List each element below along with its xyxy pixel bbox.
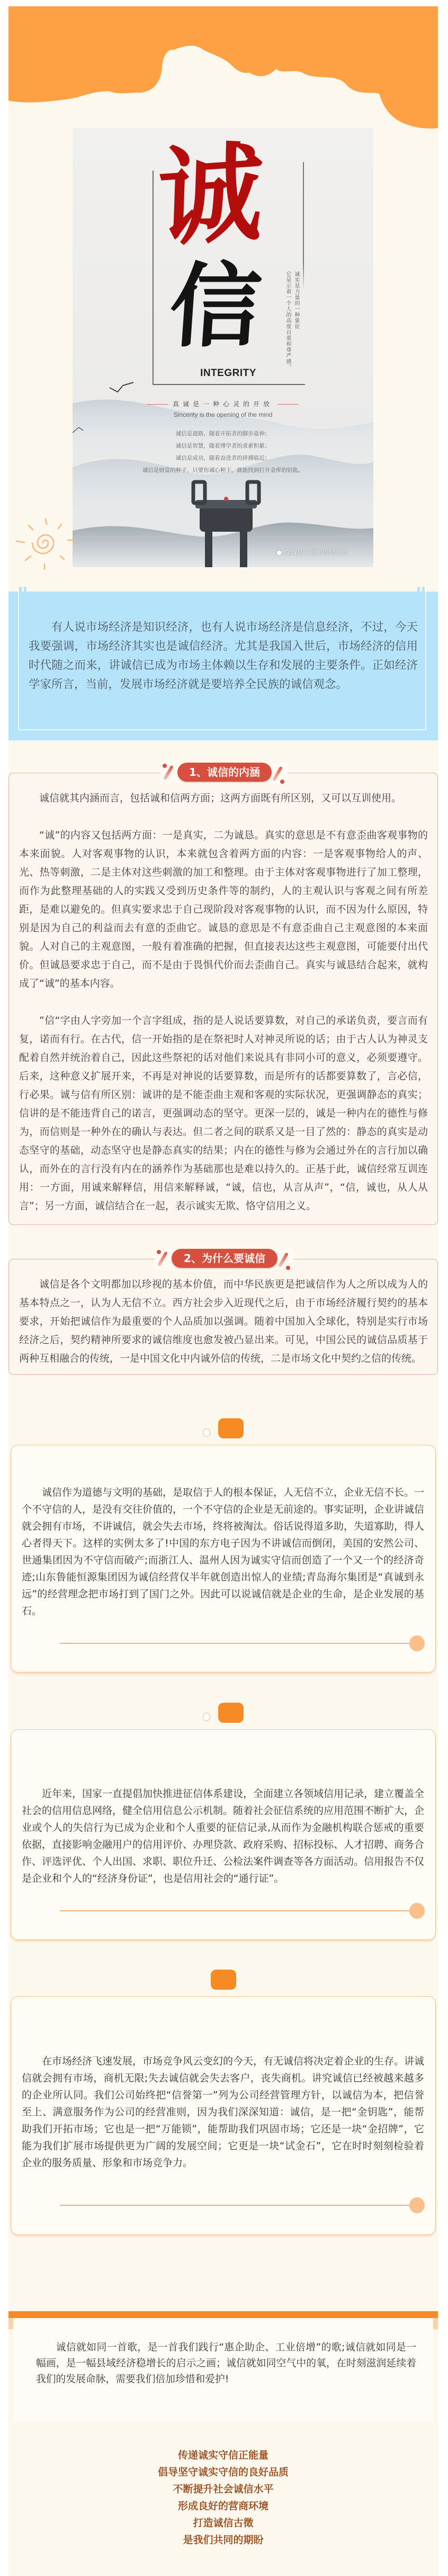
paragraph: “诚”的内容又包括两方面：一是真实，二为诚恳。真实的意思是不有意歪曲客观事物的本来面貌。人对客观事物的认识，本来就包含着两方面的内容：一是客观事物给人的声、光、热等刺激，二是主体对这些刺激的加工和整理。由于主体对客观事物进行了加工整理，而作为此整理基础的人的实践又受到历史条件等的制约，人的主观认识与客观之间有所差距，是难以避免的。但真实要求忠于自己现阶段对客观事物的认识，而不因为什么原因，特别是因为自己的利益而去有意的歪曲它。诚恳的意思是不有意歪曲自己主观意图的本来面貌。人对自己的主观意图，一般有着准确的把握，但直接表达这些主观意图，可能要付出代价。但诚恳要求忠于自己，而不是由于畏惧代价而去歪曲自己。真实与诚恳结合起来，就构成了“诚”的基本内容。 — [19, 829, 428, 989]
divider-line — [60, 2205, 422, 2206]
orange-rounded-square-icon — [211, 1970, 236, 1990]
intro-text: 有人说市场经济是知识经济，也有人说市场经济是信息经济，不过，今天我要强调，市场经济其实也是诚信经济。尤其是我国入世后，市场经济的信用时代随之而来，讲诚信已成为市场主体赖以生存和发展的主要条件。正如经济学家所言，当前，发展市场经济就是要培养全民族的诚信观念。 — [29, 621, 418, 691]
poster-subtitle-text: 真诚是一种心灵的开放 — [172, 400, 273, 408]
poster-line: 诚信是智慧，随着博学者的求索积累； — [175, 443, 271, 449]
divider-dot — [409, 1635, 425, 1651]
closing-orange-bar — [8, 2311, 438, 2318]
divider-line — [60, 1643, 422, 1644]
slogan: 倡导坚守诚实守信的良好品质 — [157, 2466, 289, 2478]
wechat-icon: ● — [276, 549, 282, 556]
decor-dot — [163, 764, 167, 768]
intro-quote-box — [8, 592, 438, 740]
paragraph: ”信“字由人字旁加一个言字组成，指的是人说话要算数，对自己的承诺负责，要言而有复，诺而有行。在古代，信一开始指的是在祭祀时人对神灵所说的话；由于古人认为神灵支配着自然并统治着自己，因此这些祭祀的话对他们来说具有非同小可的意义，必须要遵守。后来，这种意义扩展开来，不再是对神说的话要算数，而是所有的话都要算数了，言必信，行必果。诚与信有所区别：诚讲的是不能歪曲主观和客观的实际状况，更强调静态的真实；信讲的是不能违背自己的诺言，更强调动态的坚守。更深一层的，诚是一种内在的德性与修为，而信则是一种外在的确认与表达。但二者之间的联系又是一目了然的：静态的真实是动态坚守的基础，动态坚守也是静态真实的结果；内在的德性与修为会通过外在的言行加以确认，而外在的言行没有内在的涵养作为基础那也是难以持久的。正基于此，诚信经常互训连用：一方面，用诚来解释信，用信来解释诚，“诚，信也，从言从声”，“信，诚也，从人从言”；另一方面，诚信结合在一起，表示诚实无欺、恪守信用之义。 — [19, 1015, 428, 1212]
paragraph: 诚信就其内涵而言，包括诚和信两方面；这两方面既有所区别，又可以互训使用。 — [39, 792, 402, 804]
paragraph: 诚信是各个文明都加以珍视的基本价值，而中华民族更是把诚信作为人之所以成为人的基本特点之一，认为人无信不立。西方社会步入近现代之后，由于市场经济履行契约的基本要求，开始把诚信作为最重要的个人品质加以强调。随着中国加入全球化，特别是实行市场经济之后，契约精神所要求的诚信维度也愈发被凸显出来。可见，中国公民的诚信品质基于两种互相融合的传统，一是中国文化中内诚外信的传统，二是市场文化中契约之信的传统。 — [19, 1278, 428, 1364]
section-1-header — [160, 763, 288, 784]
poster-english-title: INTEGRITY — [200, 368, 256, 379]
poster-title-xin: 信 — [166, 252, 265, 360]
slogan: 打造诚信古徵 — [193, 2517, 254, 2529]
sun-spiral-icon — [14, 514, 77, 572]
poster-line: 诚信是财富的种子，只要你诚心种下，就能找到打开金库的钥匙。 — [142, 467, 304, 473]
section-1-title: 1、诚信的内涵 — [177, 763, 272, 782]
decor-dot — [157, 1250, 161, 1254]
section-2-text — [19, 1275, 428, 1368]
divider-dot — [409, 2197, 425, 2213]
slogan: 形成良好的营商环境 — [177, 2500, 268, 2512]
slogan: 是我们共同的期盼 — [183, 2534, 264, 2546]
poster-vertical-line-2: 它显示着一个人的高度自重和尊严感。 — [285, 271, 291, 370]
poster-subtitle-en: Sincerity is the opening of the mind — [173, 411, 273, 418]
decor-dot — [280, 780, 284, 784]
divider-line — [60, 1910, 422, 1911]
orange-cloud-banner — [8, 6, 438, 131]
card-1-text: 诚信作为道德与文明的基础，是取信于人的根本保证，人无信不立，企业无信不长。一个不守信的人，是没有交往价值的，一个不守信的企业是无前途的。事实证明，企业讲诚信就会拥有市场，不讲诚信，就会失去市场，终将被淘汰。俗话说得道多助，失道寡助，得人心者得天下。这样的实例太多了!中国的东方电子因为不讲诚信而倒闭，美国的安然公司、世通集团因为不守信而破产;而浙江人、温州人因为诚实守信而创造了一个又一个的经济奇迹;山东鲁能恒源集团因为诚信经营仅半年就创造出惊人的业绩;青岛海尔集团是“真诚到永远”的经营理念把市场打到了国门之外。因此可以说诚信就是企业的生命，是企业发展的基石。 — [22, 1487, 425, 1617]
bird-icon — [110, 382, 133, 392]
card-3-text: 在市场经济飞速发展，市场竞争风云变幻的今天，有无诚信将决定着企业的生存。讲诚信就会拥有市场，商机无限;失去诚信就会失去客户，丧失商机。讲究诚信已经被越来越多的企业所认同。我们公司始终把“信誉第一”列为公司经营管理方针，以诚信为本，把信誉至上、满意服务作为公司的经营准则，因为我们深深知道：诚信，是一把“金钥匙”，能帮助我们开拓市场；它也是一把“万能锁”，能帮助我们巩固市场；它还是一块“金招牌”，它能为我们扩展市场提供更为广阔的发展空间；它更是一块“试金石”，它在时时刻刻检验着企业的服务质量、形象和市场竞争力。 — [22, 2055, 425, 2169]
poster-lines — [73, 428, 373, 477]
closing-side-strip — [433, 2318, 438, 2329]
orange-rounded-square-icon — [218, 1703, 244, 1723]
poster-frame-right — [303, 162, 304, 289]
poster-vertical-line-1: 诚实是力量的一种象征 — [293, 271, 299, 329]
quote-mark-icon — [19, 585, 31, 592]
poster-watermark — [276, 548, 347, 557]
poster-subtitle — [73, 399, 373, 408]
integrity-poster-image — [73, 128, 373, 567]
quote-mark-icon — [417, 585, 429, 592]
decor-dot — [286, 1266, 290, 1270]
slogan-list — [8, 2447, 438, 2548]
card-2-text: 近年来，国家一直提倡加快推进征信体系建设，全面建立各领域信用记录，建立覆盖全社会的信用信息网络，健全信用信息公示机制。随着社会征信系统的应用范围不断扩大，企业或个人的失信行为已成为企业和个人重要的征信记录,从而作为金融机构联合惩戒的重要依据，直接影响金融用户的信用评价、办理贷款、政府采购、招标投标、人才招聘、商务合作、评选评优、个人出国、求职、职位升迁、公检法案件调查等各方面活动。信用报告不仅是企业和个人的“经济身份证”，也是信用社会的“通行证”。 — [22, 1788, 425, 1884]
section-1-text — [19, 789, 428, 1215]
watermark-text: 澄城县工业和信息化局 — [284, 549, 348, 556]
divider-dot — [409, 1903, 425, 1919]
ring-icon — [203, 1428, 210, 1437]
slogan: 传递诚实守信正能量 — [177, 2449, 268, 2461]
poster-line: 诚信是道路，随着开拓者的脚步延伸； — [175, 431, 271, 437]
poster-line: 诚信是成功，随着奋进者的拼搏临近； — [175, 455, 271, 461]
slogan: 不断提升社会诚信水平 — [173, 2483, 274, 2495]
poster-title-cheng: 诚 — [155, 129, 265, 262]
closing-text: 诚信就如同一首歌，是一首我们践行“惠企助企、工业倍增”的歌;诚信就如同是一幅画，是一幅县域经济稳增长的启示之画；诚信就如同空气中的氧，在时刻滋润延续着我们的发展命脉，需要我们倍加珍惜和爱护! — [36, 2342, 416, 2385]
orange-rounded-square-icon — [218, 1418, 244, 1438]
section-2-header — [155, 1249, 293, 1270]
ring-icon — [203, 1713, 210, 1721]
closing-side-strip — [8, 2318, 13, 2329]
section-2-title: 2、为什么要诚信 — [172, 1249, 277, 1268]
